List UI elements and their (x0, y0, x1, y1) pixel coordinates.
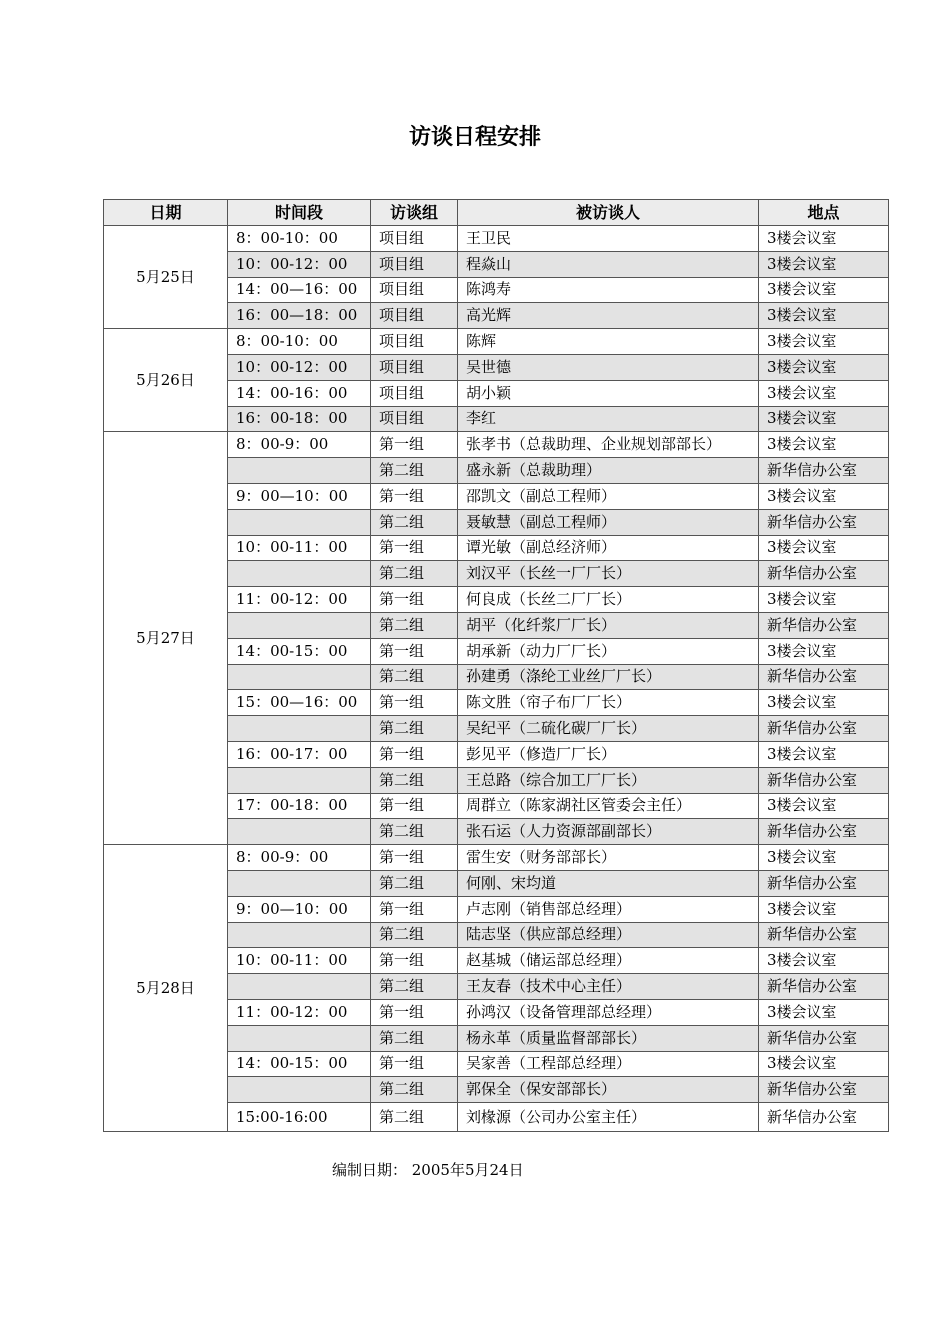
group-cell: 第一组 (371, 896, 458, 922)
location-cell: 3楼会议室 (759, 535, 889, 561)
group-cell: 第二组 (371, 716, 458, 742)
interviewee-cell: 杨永革（质量监督部部长） (458, 1025, 759, 1051)
table-row (104, 226, 889, 252)
interviewee-cell: 刘汉平（长丝一厂厂长） (458, 561, 759, 587)
table-row (104, 845, 889, 871)
header-location: 地点 (759, 200, 889, 226)
location-cell: 3楼会议室 (759, 354, 889, 380)
location-cell: 新华信办公室 (759, 767, 889, 793)
location-cell: 3楼会议室 (759, 251, 889, 277)
interviewee-cell: 谭光敏（副总经济师） (458, 535, 759, 561)
time-cell (228, 767, 371, 793)
interviewee-cell: 吴纪平（二硫化碳厂厂长） (458, 716, 759, 742)
date-cell: 5月27日 (104, 432, 228, 845)
time-cell (228, 458, 371, 484)
time-cell: 8：00-9：00 (228, 845, 371, 871)
time-cell: 11：00-12：00 (228, 999, 371, 1025)
time-cell: 8：00-10：00 (228, 226, 371, 252)
location-cell: 3楼会议室 (759, 303, 889, 329)
interviewee-cell: 周群立（陈家湖社区管委会主任） (458, 793, 759, 819)
group-cell: 第二组 (371, 922, 458, 948)
group-cell: 项目组 (371, 277, 458, 303)
date-cell: 5月26日 (104, 329, 228, 432)
location-cell: 新华信办公室 (759, 612, 889, 638)
location-cell: 新华信办公室 (759, 870, 889, 896)
group-cell: 第一组 (371, 948, 458, 974)
time-cell: 16：00—18：00 (228, 303, 371, 329)
interviewee-cell: 何刚、宋均道 (458, 870, 759, 896)
location-cell: 新华信办公室 (759, 716, 889, 742)
page-title: 访谈日程安排 (408, 125, 541, 150)
time-cell (228, 974, 371, 1000)
location-cell: 3楼会议室 (759, 432, 889, 458)
interviewee-cell: 吴家善（工程部总经理） (458, 1051, 759, 1077)
interviewee-cell: 盛永新（总裁助理） (458, 458, 759, 484)
time-cell: 15:00-16:00 (228, 1103, 371, 1132)
group-cell: 项目组 (371, 329, 458, 355)
group-cell: 第二组 (371, 819, 458, 845)
interviewee-cell: 刘椽源（公司办公室主任） (458, 1103, 759, 1132)
location-cell: 3楼会议室 (759, 896, 889, 922)
group-cell: 第一组 (371, 741, 458, 767)
table-row (104, 432, 889, 458)
time-cell (228, 716, 371, 742)
location-cell: 新华信办公室 (759, 974, 889, 1000)
time-cell (228, 870, 371, 896)
time-cell (228, 561, 371, 587)
time-cell: 16：00-18：00 (228, 406, 371, 432)
group-cell: 第一组 (371, 690, 458, 716)
time-cell (228, 612, 371, 638)
interviewee-cell: 张石运（人力资源部副部长） (458, 819, 759, 845)
schedule-body (104, 226, 889, 1132)
group-cell: 第一组 (371, 845, 458, 871)
location-cell: 3楼会议室 (759, 1051, 889, 1077)
group-cell: 第二组 (371, 870, 458, 896)
group-cell: 第二组 (371, 561, 458, 587)
group-cell: 第一组 (371, 587, 458, 613)
time-cell: 14：00—16：00 (228, 277, 371, 303)
time-cell: 14：00-15：00 (228, 638, 371, 664)
interviewee-cell: 胡承新（动力厂厂长） (458, 638, 759, 664)
location-cell: 新华信办公室 (759, 1077, 889, 1103)
group-cell: 第二组 (371, 612, 458, 638)
header-interviewee: 被访谈人 (458, 200, 759, 226)
time-cell: 10：00-11：00 (228, 535, 371, 561)
group-cell: 第二组 (371, 974, 458, 1000)
interviewee-cell: 王总路（综合加工厂厂长） (458, 767, 759, 793)
location-cell: 3楼会议室 (759, 638, 889, 664)
location-cell: 3楼会议室 (759, 587, 889, 613)
date-cell: 5月28日 (104, 845, 228, 1132)
location-cell: 3楼会议室 (759, 380, 889, 406)
location-cell: 新华信办公室 (759, 458, 889, 484)
location-cell: 3楼会议室 (759, 226, 889, 252)
group-cell: 项目组 (371, 226, 458, 252)
location-cell: 新华信办公室 (759, 1025, 889, 1051)
interviewee-cell: 高光辉 (458, 303, 759, 329)
group-cell: 第二组 (371, 458, 458, 484)
group-cell: 第一组 (371, 999, 458, 1025)
interviewee-cell: 彭见平（修造厂厂长） (458, 741, 759, 767)
group-cell: 第一组 (371, 638, 458, 664)
group-cell: 项目组 (371, 406, 458, 432)
interviewee-cell: 陆志坚（供应部总经理） (458, 922, 759, 948)
location-cell: 新华信办公室 (759, 509, 889, 535)
interviewee-cell: 胡小颖 (458, 380, 759, 406)
interviewee-cell: 邵凯文（副总工程师） (458, 483, 759, 509)
group-cell: 项目组 (371, 303, 458, 329)
location-cell: 新华信办公室 (759, 664, 889, 690)
time-cell (228, 664, 371, 690)
header-row (104, 200, 889, 226)
time-cell (228, 1025, 371, 1051)
location-cell: 3楼会议室 (759, 406, 889, 432)
table-row (104, 329, 889, 355)
time-cell: 8：00-9：00 (228, 432, 371, 458)
location-cell: 新华信办公室 (759, 819, 889, 845)
location-cell: 3楼会议室 (759, 948, 889, 974)
interviewee-cell: 孙建勇（涤纶工业丝厂厂长） (458, 664, 759, 690)
interviewee-cell: 张孝书（总裁助理、企业规划部部长） (458, 432, 759, 458)
time-cell: 14：00-15：00 (228, 1051, 371, 1077)
group-cell: 第一组 (371, 432, 458, 458)
location-cell: 3楼会议室 (759, 483, 889, 509)
header-time: 时间段 (228, 200, 371, 226)
interviewee-cell: 雷生安（财务部部长） (458, 845, 759, 871)
group-cell: 第二组 (371, 509, 458, 535)
time-cell: 9：00—10：00 (228, 896, 371, 922)
interviewee-cell: 何良成（长丝二厂厂长） (458, 587, 759, 613)
compile-date: 编制日期： 2005年5月24日 (332, 1161, 524, 1179)
location-cell: 3楼会议室 (759, 741, 889, 767)
group-cell: 第一组 (371, 483, 458, 509)
location-cell: 3楼会议室 (759, 329, 889, 355)
interviewee-cell: 陈鸿寿 (458, 277, 759, 303)
location-cell: 新华信办公室 (759, 1103, 889, 1132)
interviewee-cell: 李红 (458, 406, 759, 432)
time-cell (228, 509, 371, 535)
group-cell: 第二组 (371, 767, 458, 793)
group-cell: 第一组 (371, 793, 458, 819)
time-cell: 15：00—16：00 (228, 690, 371, 716)
location-cell: 3楼会议室 (759, 690, 889, 716)
time-cell (228, 819, 371, 845)
header-date: 日期 (104, 200, 228, 226)
interviewee-cell: 陈文胜（帘子布厂厂长） (458, 690, 759, 716)
time-cell (228, 922, 371, 948)
time-cell: 11：00-12：00 (228, 587, 371, 613)
group-cell: 项目组 (371, 380, 458, 406)
location-cell: 新华信办公室 (759, 922, 889, 948)
interviewee-cell: 陈辉 (458, 329, 759, 355)
group-cell: 项目组 (371, 251, 458, 277)
interviewee-cell: 赵基城（储运部总经理） (458, 948, 759, 974)
interviewee-cell: 程焱山 (458, 251, 759, 277)
interviewee-cell: 吴世德 (458, 354, 759, 380)
group-cell: 第二组 (371, 664, 458, 690)
interviewee-cell: 孙鸿汉（设备管理部总经理） (458, 999, 759, 1025)
header-group: 访谈组 (371, 200, 458, 226)
date-cell: 5月25日 (104, 226, 228, 329)
interviewee-cell: 卢志刚（销售部总经理） (458, 896, 759, 922)
group-cell: 第一组 (371, 1051, 458, 1077)
group-cell: 第二组 (371, 1077, 458, 1103)
interviewee-cell: 王友春（技术中心主任） (458, 974, 759, 1000)
time-cell: 16：00-17：00 (228, 741, 371, 767)
time-cell: 10：00-11：00 (228, 948, 371, 974)
location-cell: 3楼会议室 (759, 793, 889, 819)
schedule-table (103, 199, 889, 1132)
interviewee-cell: 聂敏慧（副总工程师） (458, 509, 759, 535)
time-cell: 10：00-12：00 (228, 354, 371, 380)
group-cell: 第二组 (371, 1025, 458, 1051)
interviewee-cell: 郭保全（保安部部长） (458, 1077, 759, 1103)
time-cell (228, 1077, 371, 1103)
interviewee-cell: 胡平（化纤浆厂厂长） (458, 612, 759, 638)
group-cell: 第二组 (371, 1103, 458, 1132)
time-cell: 17：00-18：00 (228, 793, 371, 819)
time-cell: 9：00—10：00 (228, 483, 371, 509)
interviewee-cell: 王卫民 (458, 226, 759, 252)
time-cell: 8：00-10：00 (228, 329, 371, 355)
group-cell: 第一组 (371, 535, 458, 561)
location-cell: 3楼会议室 (759, 277, 889, 303)
location-cell: 新华信办公室 (759, 561, 889, 587)
group-cell: 项目组 (371, 354, 458, 380)
location-cell: 3楼会议室 (759, 999, 889, 1025)
time-cell: 14：00-16：00 (228, 380, 371, 406)
time-cell: 10：00-12：00 (228, 251, 371, 277)
location-cell: 3楼会议室 (759, 845, 889, 871)
